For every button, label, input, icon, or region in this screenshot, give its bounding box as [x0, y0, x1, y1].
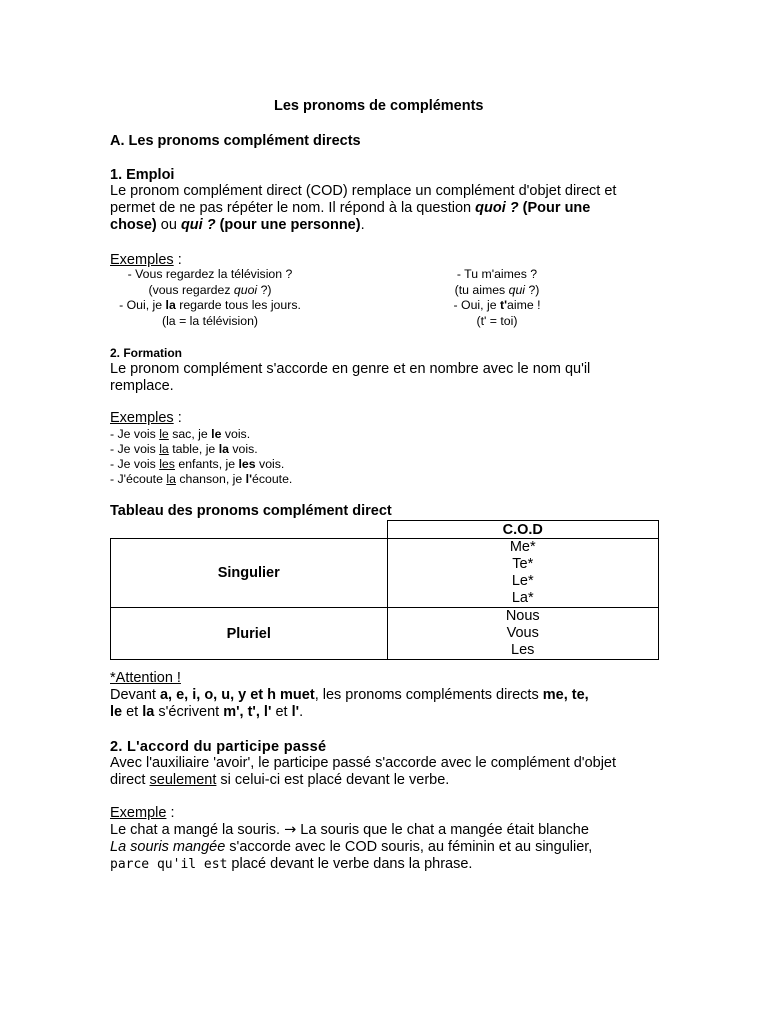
- list-item: [110, 427, 292, 442]
- section-a-heading: A. Les pronoms complément directs: [110, 133, 361, 149]
- item-bold: la: [218, 442, 229, 456]
- accord-line-1: Avec l'auxiliaire 'avoir', le participe passé s'accorde avec le complément d'objet: [110, 755, 617, 771]
- exemple-3-colon: :: [166, 805, 175, 821]
- ex3-l2-it: La souris mangée: [110, 839, 226, 855]
- item-underlined: la: [159, 442, 169, 456]
- ex-right-2-post: ?): [525, 282, 540, 297]
- ex-left-3-pre: - Oui, je: [119, 298, 166, 312]
- emploi-heading: 1. Emploi: [110, 167, 175, 183]
- accord-heading: 2. L'accord du participe passé: [110, 739, 327, 755]
- item-bold: le: [211, 427, 222, 441]
- ex-left-3-post: regarde tous les jours.: [175, 298, 301, 312]
- table-value: La*: [511, 590, 534, 606]
- example-right-line-1: - Tu m'aimes ?: [456, 267, 538, 281]
- att-l1-pre: Devant: [110, 687, 160, 703]
- item-pre: - Je vois: [110, 427, 160, 441]
- table-row-label: Pluriel: [111, 608, 388, 660]
- arrow-right-icon: →: [284, 822, 297, 838]
- page-title: Les pronoms de compléments: [274, 98, 484, 114]
- emploi-line-1: Le pronom complément direct (COD) remplace un complément d'objet direct et: [110, 183, 617, 199]
- table-row: [111, 608, 659, 660]
- emploi-qui: qui ?: [180, 217, 216, 233]
- table-value: Vous: [506, 625, 539, 641]
- accord-l2-post: si celui-ci est placé devant le verbe.: [216, 772, 450, 788]
- accord-l2-u: seulement: [149, 772, 217, 788]
- att-l1-b2: me, te,: [542, 687, 589, 703]
- item-post: vois.: [221, 427, 251, 441]
- emploi-pour-une: (Pour une: [518, 200, 591, 216]
- exemple-3-label-text: Exemple: [110, 805, 167, 821]
- att-l2-t1: et: [122, 704, 143, 720]
- table-value: Le*: [511, 573, 534, 589]
- item-underlined: le: [159, 427, 169, 441]
- table-row-values: [387, 608, 659, 660]
- ex-left-3-b: la: [165, 298, 176, 312]
- accord-l2-pre: direct: [110, 772, 150, 788]
- att-l2-t4: .: [299, 704, 304, 720]
- exemples-2-colon: :: [173, 410, 182, 426]
- ex3-l1-pre: Le chat a mangé la souris.: [110, 822, 285, 838]
- attention-paragraph: [110, 687, 660, 721]
- formation-heading: 2. Formation: [110, 346, 183, 360]
- exemples-1-colon: :: [173, 252, 182, 268]
- table-row: [111, 539, 659, 608]
- table-col-header: C.O.D: [387, 521, 659, 539]
- ex-left-2-it: quoi: [233, 282, 258, 297]
- table-value: Nous: [505, 608, 540, 624]
- example-right-line-3: [432, 298, 562, 314]
- table-row-values: [387, 539, 659, 608]
- example-left-line-1: - Vous regardez la télévision ?: [127, 267, 293, 281]
- ex3-l3-mono: parce qu'il est: [110, 857, 228, 872]
- attention-label: [110, 670, 181, 686]
- exemples-1-label: [110, 252, 182, 268]
- item-pre: - J'écoute: [110, 472, 167, 486]
- item-pre: - Je vois: [110, 442, 160, 456]
- tableau-heading: Tableau des pronoms complément direct: [110, 503, 392, 519]
- emploi-line-2: permet de ne pas répéter le nom. Il répond à la question: [110, 200, 476, 216]
- item-mid: enfants, je: [174, 457, 239, 471]
- exemples-1-label-text: Exemples: [110, 252, 174, 268]
- item-mid: sac, je: [168, 427, 212, 441]
- emploi-dot: .: [360, 217, 365, 233]
- ex-right-3-b: t': [499, 298, 507, 312]
- att-l2-b1: le: [110, 704, 123, 720]
- item-bold: l': [245, 472, 253, 486]
- ex-left-2-post: ?): [257, 282, 272, 297]
- item-bold: les: [238, 457, 256, 471]
- emploi-chose: chose): [110, 217, 157, 233]
- example-left-line-4: (la = la télévision): [161, 313, 259, 328]
- examples-left-column: [110, 267, 310, 329]
- ex-left-2-pre: (vous regardez: [148, 282, 234, 297]
- example-right-line-2: [432, 283, 562, 299]
- ex-right-3-post: aime !: [507, 298, 541, 312]
- cod-table: [110, 520, 659, 660]
- formation-paragraph: [110, 361, 660, 395]
- exemples-2-list: [110, 427, 292, 487]
- table-value: Les: [511, 642, 535, 658]
- att-l1-b: a, e, i, o, u, y et h muet: [159, 687, 315, 703]
- exemple-3-label: [110, 805, 174, 821]
- ex3-l2-post: s'accorde avec le COD souris, au féminin et au singulier,: [225, 839, 593, 855]
- ex-right-2-pre: (tu aimes: [454, 282, 509, 297]
- emploi-ou: ou: [156, 217, 181, 233]
- list-item: [110, 472, 292, 487]
- list-item: [110, 442, 292, 457]
- emploi-quoi: quoi ?: [475, 200, 519, 216]
- item-pre: - Je vois: [110, 457, 160, 471]
- exemples-2-label: [110, 410, 182, 426]
- item-post: vois.: [255, 457, 285, 471]
- exemples-2-label-text: Exemples: [110, 410, 174, 426]
- att-l2-t3: et: [271, 704, 292, 720]
- formation-line-1: Le pronom complément s'accorde en genre et en nombre avec le nom qu'il: [110, 361, 591, 377]
- table-row-label: Singulier: [111, 539, 388, 608]
- item-mid: chanson, je: [175, 472, 246, 486]
- examples-right-column: [432, 267, 562, 329]
- att-l2-b2: la: [142, 704, 155, 720]
- item-post: vois.: [228, 442, 258, 456]
- att-l2-b4: l': [291, 704, 300, 720]
- attention-label-text: *Attention !: [110, 670, 181, 686]
- accord-paragraph: [110, 755, 660, 789]
- table-empty-corner: [111, 521, 388, 539]
- ex-right-3-pre: - Oui, je: [453, 298, 500, 312]
- item-post: écoute.: [252, 472, 293, 486]
- att-l2-t2: s'écrivent: [154, 704, 224, 720]
- example-left-line-2: [110, 283, 310, 299]
- item-mid: table, je: [168, 442, 219, 456]
- table-value: Me*: [509, 539, 536, 555]
- item-underlined: la: [166, 472, 176, 486]
- example-left-line-3: [110, 298, 310, 314]
- item-underlined: les: [159, 457, 175, 471]
- ex3-l3-post: placé devant le verbe dans la phrase.: [227, 856, 473, 872]
- exemple-3-paragraph: [110, 822, 660, 873]
- formation-line-2: remplace.: [110, 378, 174, 394]
- ex-right-2-it: qui: [508, 282, 526, 297]
- list-item: [110, 457, 292, 472]
- att-l1-mid: , les pronoms compléments directs: [314, 687, 543, 703]
- table-value: Te*: [512, 556, 534, 572]
- ex3-l1-post: La souris que le chat a mangée était blanche: [296, 822, 589, 838]
- emploi-pour-personne: (pour une personne): [215, 217, 361, 233]
- example-right-line-4: (t' = toi): [476, 313, 518, 328]
- emploi-paragraph: [110, 183, 660, 234]
- table-header-row: [111, 521, 659, 539]
- att-l2-b3: m', t', l': [223, 704, 272, 720]
